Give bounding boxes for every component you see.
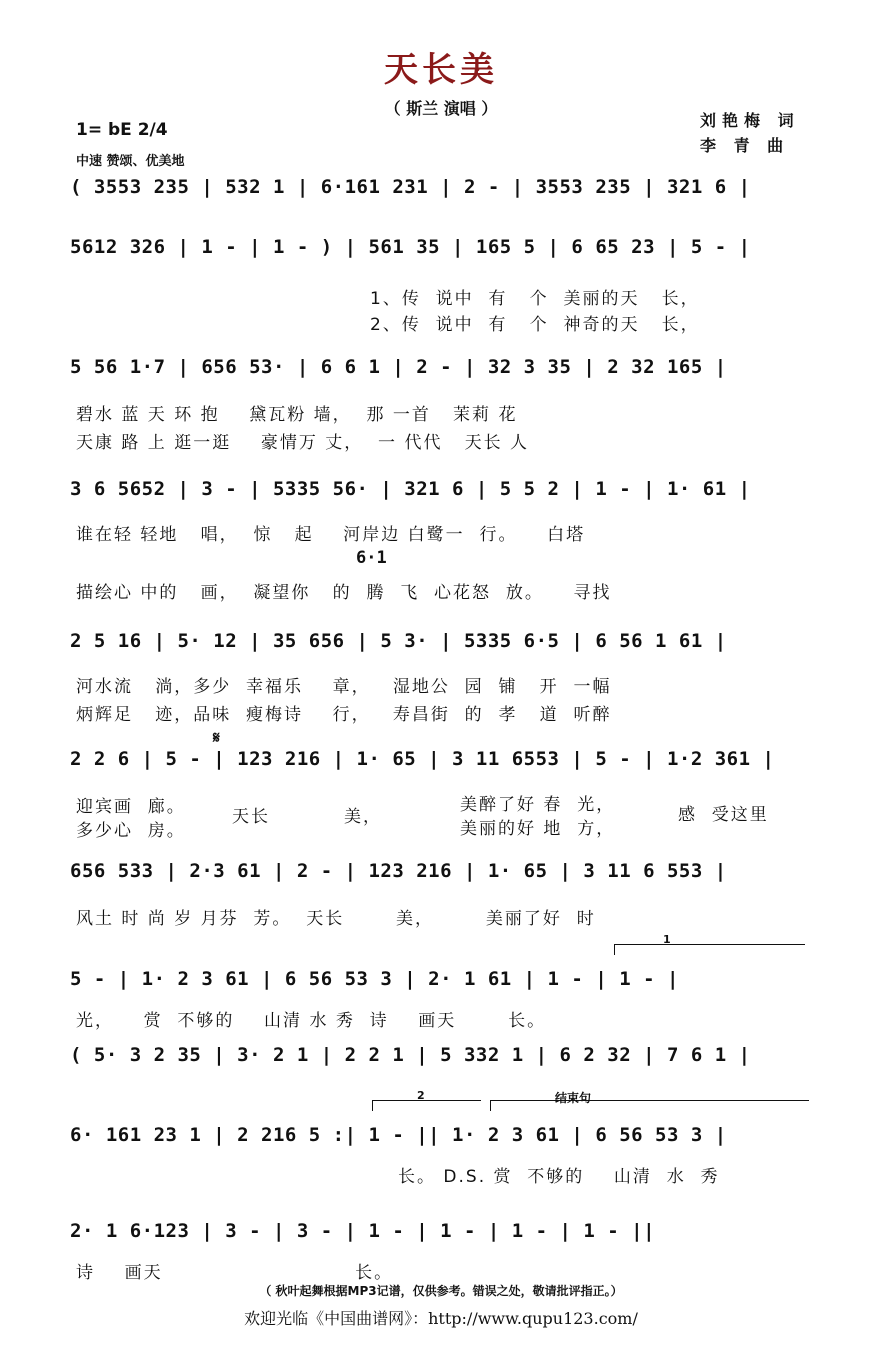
staff-line-11: 2· 1 6·123 | 3 - | 3 - | 1 - | 1 - | 1 - | 1 - ||: [70, 1220, 656, 1242]
lyric-line-10: 长。 D.S. 赏 不够的 山清 水 秀: [398, 1167, 720, 1187]
volta-bracket-1: [614, 933, 805, 955]
lyric-verse2-line4: 炳辉足 迹，品味 瘦梅诗 行， 寿昌街 的 孝 道 听醉: [76, 705, 612, 725]
staff-line-2: 5612 326 | 1 - | 1 - ) | 561 35 | 165 5 | 6 65 23 | 5 - |: [70, 236, 751, 258]
lyric-verse1-line4: 河水流 淌，多少 幸福乐 章， 湿地公 园 铺 开 一幅: [76, 677, 612, 697]
staff-line-1: ( 3553 235 | 532 1 | 6·161 231 | 2 - | 3553 235 | 321 6 |: [70, 176, 751, 198]
staff-line-8: 5 - | 1· 2 3 61 | 6 56 53 3 | 2· 1 61 | 1 - | 1 - |: [70, 968, 679, 990]
lyric-line-11: 诗 画天 长。: [76, 1263, 394, 1283]
volta-number-2: 2: [417, 1089, 425, 1102]
ending-label: 结束句: [555, 1091, 592, 1105]
staff-line-6: 2 2 6 | 5 - | 123 216 | 1· 65 | 3 11 6553 | 5 - | 1·2 361 |: [70, 748, 775, 770]
lyric-chorus-a: 天长 美，: [232, 807, 383, 827]
lyric-line-7: 风土 时 尚 岁 月芬 芳。 天长 美， 美丽了好 时: [76, 909, 596, 929]
lyric-verse2-line2: 天康 路 上 逛一逛 豪情万 丈， 一 代代 天长 人: [76, 433, 530, 453]
staff-line-9: ( 5· 3 2 35 | 3· 2 1 | 2 2 1 | 5 332 1 | 6 2 32 | 7 6 1 |: [70, 1044, 751, 1066]
lyric-verse1-line3: 谁在轻 轻地 唱， 惊 起 河岸边 白鹭一 行。 白塔: [76, 525, 586, 545]
ending-bracket: [490, 1091, 809, 1111]
lyricist-credit: 刘艳梅 词: [700, 111, 800, 130]
key-signature: 1= bE 2/4: [76, 120, 168, 140]
segno-icon: 𝄋: [213, 728, 220, 747]
lyric-verse2-line5: 多少心 房。: [76, 821, 186, 841]
volta-number-1: 1: [663, 933, 671, 946]
lyric-verse1-line1: 1、传 说中 有 个 美丽的天 长，: [370, 289, 700, 309]
lyric-chorus-c: 感 受这里: [678, 805, 769, 825]
site-footer: 欢迎光临《中国曲谱网》：http://www.qupu123.com/: [244, 1309, 638, 1328]
staff-line-5: 2 5 16 | 5· 12 | 35 656 | 5 3· | 5335 6·5 | 6 56 1 61 |: [70, 630, 727, 652]
lyric-verse2-line3: 描绘心 中的 画， 凝望你 的 腾 飞 心花怒 放。 寻找: [76, 583, 612, 603]
performer-line: （ 斯兰 演唱 ）: [384, 99, 498, 118]
transcription-note: （ 秋叶起舞根据MP3记谱，仅供参考。错误之处，敬请批评指正。）: [259, 1284, 623, 1298]
lyric-verse1-line2: 碧水 蓝 天 环 抱 黛瓦粉 墙， 那 一首 茉莉 花: [76, 405, 518, 425]
staff-line-7: 656 533 | 2·3 61 | 2 - | 123 216 | 1· 65 | 3 11 6 553 |: [70, 860, 727, 882]
lyric-chorus-b2: 美丽的好 地 方，: [460, 819, 616, 839]
alternate-notes: 6·1: [356, 548, 387, 568]
lyric-verse2-line1: 2、传 说中 有 个 神奇的天 长，: [370, 315, 700, 335]
lyric-line-8: 光， 赏 不够的 山清 水 秀 诗 画天 长。: [76, 1011, 547, 1031]
lyric-chorus-b1: 美醉了好 春 光，: [460, 795, 616, 815]
staff-line-10: 6· 161 23 1 | 2 216 5 :| 1 - || 1· 2 3 61 | 6 56 53 3 |: [70, 1124, 727, 1146]
staff-line-3: 5 56 1·7 | 656 53· | 6 6 1 | 2 - | 32 3 35 | 2 32 165 |: [70, 356, 727, 378]
staff-line-4: 3 6 5652 | 3 - | 5335 56· | 321 6 | 5 5 2 | 1 - | 1· 61 |: [70, 478, 751, 500]
song-title: 天长美: [384, 50, 498, 90]
tempo-marking: 中速 赞颂、优美地: [76, 154, 185, 169]
composer-credit: 李 青 曲: [700, 136, 790, 155]
lyric-verse1-line5: 迎宾画 廊。: [76, 797, 186, 817]
volta-bracket-2: [372, 1089, 481, 1111]
